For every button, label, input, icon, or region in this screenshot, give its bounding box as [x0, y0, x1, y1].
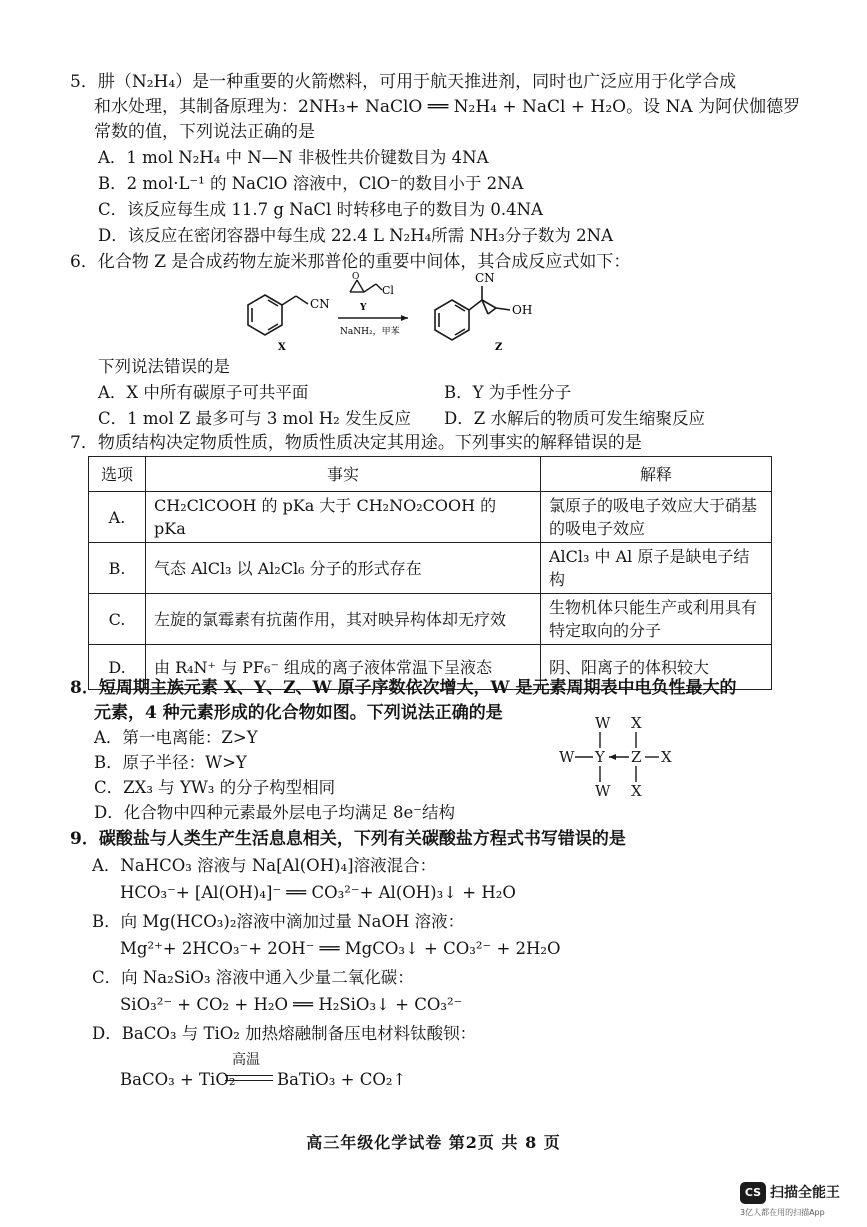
- q8-option-c: C．ZX₃ 与 YW₃ 的分子构型相同: [94, 778, 336, 797]
- table-row: [89, 492, 772, 543]
- row-explain: 阴、阳离子的体积较大: [541, 645, 772, 690]
- header-explain: 解释: [541, 457, 772, 492]
- x-label: X: [278, 342, 286, 353]
- z-cn-label: CN: [475, 271, 495, 285]
- q5-option-d: D．该反应在密闭容器中每生成 22.4 L N₂H₄所需 NH₃分子数为 2NA: [98, 226, 613, 245]
- q9-option-b-desc: B．向 Mg(HCO₃)₂溶液中滴加过量 NaOH 溶液：: [92, 912, 465, 931]
- reaction-conditions: NaNH₂，甲苯: [340, 327, 400, 337]
- q7-table: [88, 456, 772, 690]
- q8-option-d: D．化合物中四种元素最外层电子均满足 8e⁻结构: [94, 803, 455, 822]
- row-fact: 由 R₄N⁺ 与 PF₆⁻ 组成的离子液体常温下呈液态: [146, 645, 541, 690]
- svg-text:Z: Z: [631, 748, 642, 766]
- scanner-tagline: 3亿人都在用的扫描App: [740, 1208, 825, 1217]
- q6-option-c: C．1 mol Z 最多可与 3 mol H₂ 发生反应: [98, 409, 412, 428]
- scanner-app-name: 扫描全能王: [770, 1185, 840, 1201]
- q6-sub: 下列说法错误的是: [98, 357, 230, 376]
- svg-text:W: W: [595, 782, 611, 800]
- molecule-x: [248, 295, 308, 335]
- equals-sign: [225, 1075, 273, 1081]
- row-fact: 左旋的氯霉素有抗菌作用，其对映异构体却无疗效: [146, 594, 541, 645]
- svg-text:O: O: [352, 272, 360, 282]
- table-header-row: [89, 457, 772, 492]
- q5-option-a: A．1 mol N₂H₄ 中 N—N 非极性共价键数目为 4NA: [98, 148, 489, 167]
- table-row: [89, 543, 772, 594]
- q9-option-d-desc: D．BaCO₃ 与 TiO₂ 加热熔融制备压电材料钛酸钡：: [92, 1024, 477, 1043]
- q5-option-b: B．2 mol·L⁻¹ 的 NaClO 溶液中，ClO⁻的数目小于 2NA: [98, 174, 524, 193]
- z-label: Z: [495, 342, 503, 353]
- q8-option-b: B．原子半径：W>Y: [94, 753, 247, 772]
- row-option: D.: [89, 645, 146, 690]
- q5-line1: 5．肼（N₂H₄）是一种重要的火箭燃料，可用于航天推进剂，同时也广泛应用于化学合成: [70, 72, 737, 92]
- row-option: B.: [89, 543, 146, 594]
- reaction-condition: 高温: [232, 1052, 260, 1068]
- q9-option-b-eq: Mg²⁺+ 2HCO₃⁻+ 2OH⁻ ══ MgCO₃↓ + CO₃²⁻ + 2H₂O: [120, 939, 561, 958]
- q9-option-a-eq: HCO₃⁻+ [Al(OH)₄]⁻ ══ CO₃²⁻+ Al(OH)₃↓ + H₂O: [120, 883, 516, 902]
- q8-option-a: A．第一电离能：Z>Y: [94, 728, 258, 747]
- x-cn-label: CN: [310, 297, 330, 311]
- svg-text:X: X: [661, 748, 672, 766]
- q9-option-a-desc: A．NaHCO₃ 溶液与 Na[Al(OH)₄]溶液混合：: [92, 856, 437, 875]
- cs-logo-icon: CS: [740, 1182, 766, 1204]
- page-footer: 高三年级化学试卷 第2页 共 8 页: [306, 1133, 561, 1152]
- q8-structure-diagram: [555, 712, 695, 802]
- q9-option-c-eq: SiO₃²⁻ + CO₂ + H₂O ══ H₂SiO₃↓ + CO₃²⁻: [120, 995, 463, 1014]
- row-explain: AlCl₃ 中 Al 原子是缺电子结构: [541, 543, 772, 594]
- q6-option-b: B．Y 为手性分子: [444, 383, 572, 402]
- header-option: 选项: [89, 457, 146, 492]
- svg-text:X: X: [631, 782, 642, 800]
- q6-option-a: A．X 中所有碳原子可共平面: [98, 383, 309, 402]
- row-option: A.: [89, 492, 146, 543]
- products: BaTiO₃ + CO₂↑: [277, 1070, 407, 1089]
- row-explain: 生物机体只能生产或利用具有特定取向的分子: [541, 594, 772, 645]
- z-oh-label: OH: [512, 303, 533, 317]
- q7-stem: 7．物质结构决定物质性质，物质性质决定其用途。下列事实的解释错误的是: [70, 433, 642, 453]
- row-option: C.: [89, 594, 146, 645]
- q6-stem: 6．化合物 Z 是合成药物左旋米那普伦的重要中间体，其合成反应式如下：: [70, 252, 631, 272]
- q9-option-c-desc: C．向 Na₂SiO₃ 溶液中通入少量二氧化碳：: [92, 968, 414, 987]
- svg-text:W: W: [559, 748, 575, 766]
- row-fact: CH₂ClCOOH 的 pKa 大于 CH₂NO₂COOH 的 pKa: [146, 492, 541, 543]
- table-row: [89, 594, 772, 645]
- q9-option-d-eq: [120, 1048, 420, 1094]
- svg-text:Y: Y: [595, 748, 605, 766]
- svg-text:W: W: [595, 714, 611, 732]
- svg-text:X: X: [631, 714, 642, 732]
- q8-line1: 8．短周期主族元素 X、Y、Z、W 原子序数依次增大，W 是元素周期表中电负性最大的: [70, 678, 737, 698]
- q5-line3: 常数的值，下列说法正确的是: [94, 122, 315, 142]
- scanner-badge: [740, 1180, 850, 1220]
- q6-option-d: D．Z 水解后的物质可发生缩聚反应: [444, 409, 705, 428]
- q9-stem: 9．碳酸盐与人类生产生活息息相关，下列有关碳酸盐方程式书写错误的是: [70, 829, 626, 849]
- q5-option-c: C．该反应每生成 11.7 g NaCl 时转移电子的数目为 0.4NA: [98, 200, 543, 219]
- q5-line2: 和水处理，其制备原理为：2NH₃+ NaClO ══ N₂H₄ + NaCl + H₂O。设 NA 为阿伏伽德罗: [94, 97, 801, 117]
- row-explain: 氯原子的吸电子效应大于硝基的吸电子效应: [541, 492, 772, 543]
- q8-line2: 元素，4 种元素形成的化合物如图。下列说法正确的是: [94, 703, 503, 723]
- q6-reaction-scheme: [230, 270, 570, 355]
- y-cl-label: Cl: [382, 284, 394, 297]
- y-label: Y: [360, 303, 367, 313]
- row-fact: 气态 AlCl₃ 以 Al₂Cl₆ 分子的形式存在: [146, 543, 541, 594]
- reactants: BaCO₃ + TiO₂: [120, 1070, 236, 1089]
- molecule-z: [435, 286, 510, 340]
- header-fact: 事实: [146, 457, 541, 492]
